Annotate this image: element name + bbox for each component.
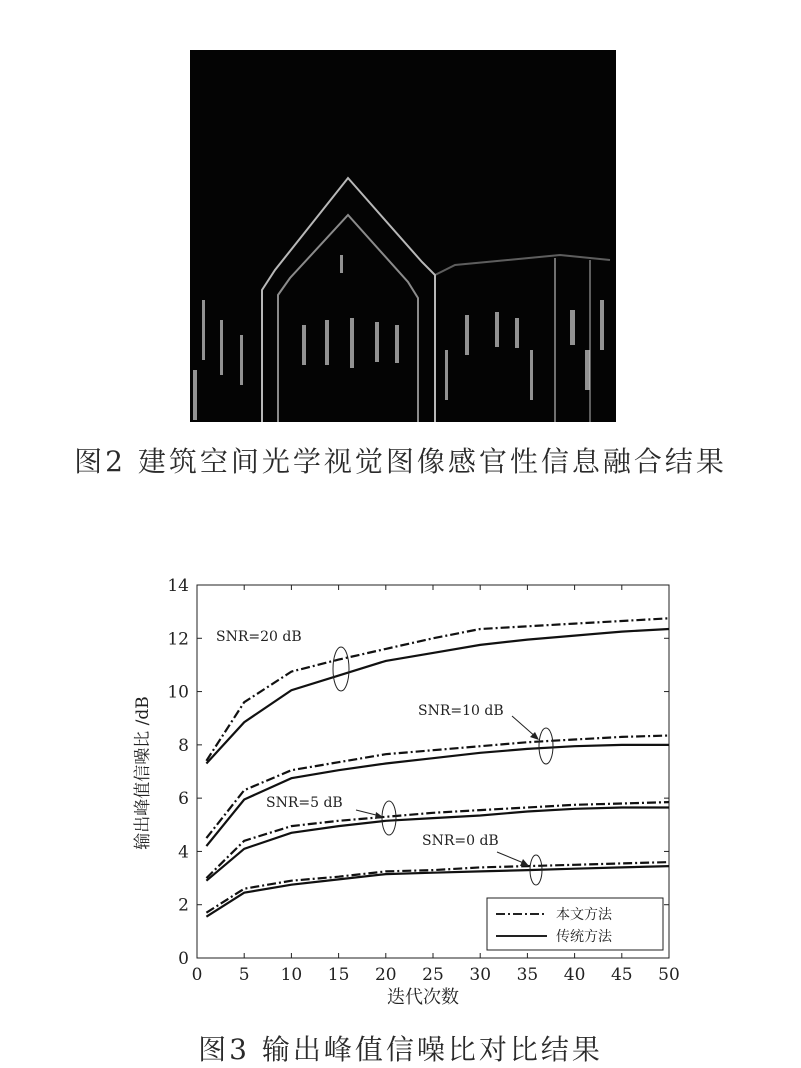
x-axis-label: 迭代次数 [387,987,459,1008]
building-edge-image [190,50,616,422]
y-tick-label-2: 4 [178,842,189,863]
x-tick-label-3: 15 [327,965,350,985]
snr20-label: SNR=20 dB [216,629,302,645]
series-line-2 [206,736,669,839]
y-tick-label-0: 0 [178,949,189,969]
snr10-ellipse [539,728,553,764]
x-tick-label-7: 35 [516,965,539,985]
y-axis-label: 输出峰值信噪比 /dB [133,696,153,850]
figure-2-caption: 图2 建筑空间光学视觉图像感官性信息融合结果 [74,445,727,478]
snr0-label: SNR=0 dB [422,833,499,849]
legend-label-proposed: 本文方法 [556,907,612,923]
y-tick-label-1: 2 [178,895,189,916]
gable-inner-outline [278,215,418,422]
snr20-ellipse [333,647,349,691]
y-tick-label-5: 10 [167,682,189,703]
psnr-line-chart [0,560,801,1030]
building-edge-drawing [190,50,616,422]
window-edges [193,255,604,420]
x-tick-label-6: 30 [469,965,492,985]
x-tick-label-2: 10 [280,965,303,985]
x-tick-label-1: 5 [238,965,250,985]
roof-right-outline [435,255,610,275]
legend-label-traditional: 传统方法 [556,929,612,945]
x-tick-label-0: 0 [191,965,203,985]
y-tick-label-7: 14 [167,576,189,596]
legend [487,898,663,950]
snr5-label: SNR=5 dB [266,795,343,811]
x-tick-label-10: 50 [658,965,680,985]
x-tick-label-5: 25 [422,965,444,985]
series-layer [206,618,669,916]
snr10-label: SNR=10 dB [418,703,504,719]
x-tick-label-8: 40 [563,965,586,985]
y-tick-label-4: 8 [178,735,189,756]
x-tick-label-4: 20 [374,965,397,985]
x-tick-label-9: 45 [610,965,633,985]
figure-3-caption: 图3 输出峰值信噪比对比结果 [198,1033,603,1066]
y-tick-label-6: 12 [167,629,189,650]
series-line-1 [206,629,669,764]
y-tick-label-3: 6 [178,789,189,810]
